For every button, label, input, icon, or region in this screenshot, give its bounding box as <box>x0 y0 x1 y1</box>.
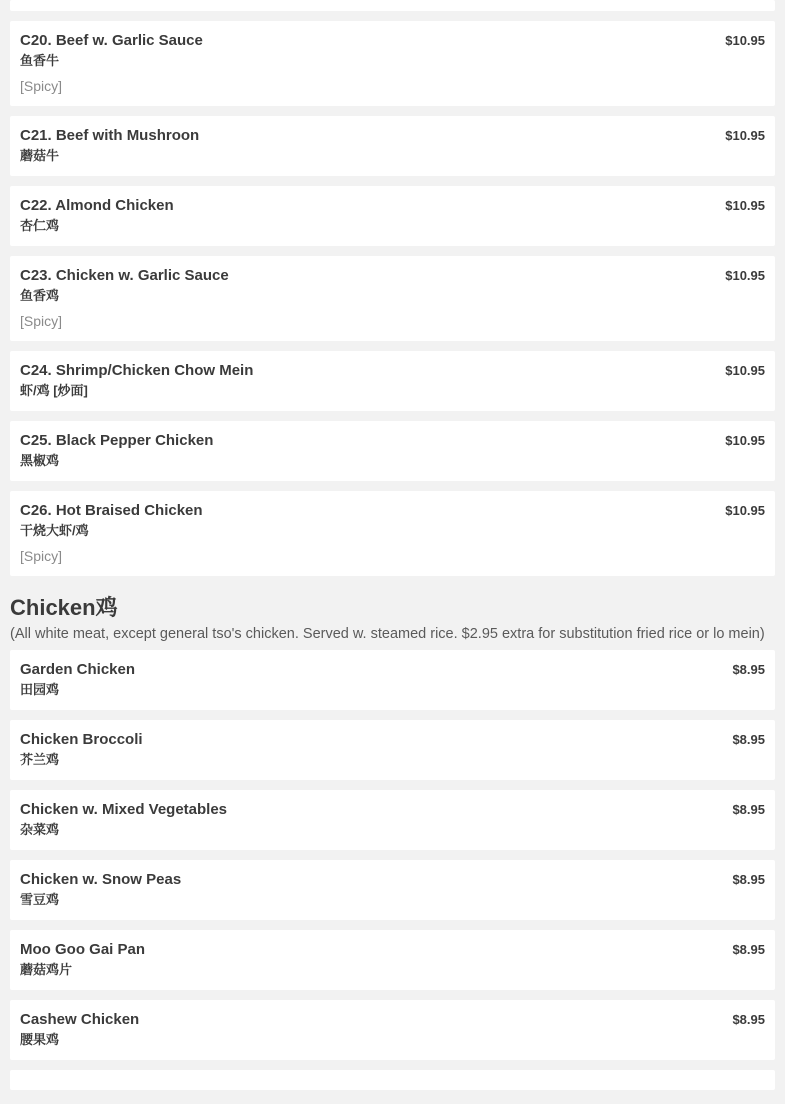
menu-item-moo-goo-gai-pan[interactable] <box>10 930 775 990</box>
item-chinese-name: 黑椒鸡 <box>20 453 60 468</box>
item-name: Chicken Broccoli <box>20 731 143 748</box>
item-chinese-name: 杂菜鸡 <box>20 822 60 837</box>
spicy-tag: [Spicy] <box>20 313 63 329</box>
item-chinese-name: 雪豆鸡 <box>20 892 60 907</box>
item-name: C22. Almond Chicken <box>20 197 174 214</box>
item-price: $8.95 <box>732 872 765 887</box>
menu-item-c22[interactable] <box>10 186 775 246</box>
item-chinese-name: 鱼香鸡 <box>20 288 60 303</box>
item-price: $10.95 <box>725 268 765 283</box>
item-name: C25. Black Pepper Chicken <box>20 432 214 449</box>
item-chinese-name: 杏仁鸡 <box>20 218 60 233</box>
item-chinese-name: 鱼香牛 <box>20 53 60 68</box>
item-chinese-name: 田园鸡 <box>20 682 60 697</box>
item-price: $10.95 <box>725 33 765 48</box>
item-price: $8.95 <box>732 942 765 957</box>
item-name: C26. Hot Braised Chicken <box>20 502 203 519</box>
item-name: C23. Chicken w. Garlic Sauce <box>20 267 229 284</box>
item-price: $10.95 <box>725 433 765 448</box>
item-price: $8.95 <box>732 662 765 677</box>
item-price: $8.95 <box>732 732 765 747</box>
item-price: $10.95 <box>725 503 765 518</box>
item-chinese-name: 虾/鸡 [炒面] <box>20 383 88 398</box>
item-price: $10.95 <box>725 128 765 143</box>
item-chinese-name: 蘑菇鸡片 <box>20 962 73 977</box>
spicy-tag: [Spicy] <box>20 78 63 94</box>
menu-item-c21[interactable] <box>10 116 775 176</box>
item-price: $8.95 <box>732 1012 765 1027</box>
menu-item-chicken-broccoli[interactable] <box>10 720 775 780</box>
menu-item-partial-bottom[interactable] <box>10 1070 775 1090</box>
item-price: $8.95 <box>732 802 765 817</box>
section-title: Chicken鸡 <box>10 595 118 620</box>
item-price: $10.95 <box>725 363 765 378</box>
item-chinese-name: 芥兰鸡 <box>20 752 60 767</box>
section-description: (All white meat, except general tso's chicken. Served w. steamed rice. $2.95 extra for substitution fried rice or lo mein) <box>10 626 765 642</box>
menu-item-garden-chicken[interactable] <box>10 650 775 710</box>
item-name: Moo Goo Gai Pan <box>20 941 146 958</box>
menu-item-c26[interactable] <box>10 491 775 576</box>
menu-item-cashew-chicken[interactable] <box>10 1000 775 1060</box>
item-name: C20. Beef w. Garlic Sauce <box>20 32 203 49</box>
menu-item-chicken-mixed-vegetables[interactable] <box>10 790 775 850</box>
spicy-tag: [Spicy] <box>20 548 63 564</box>
item-name: Chicken w. Snow Peas <box>20 871 182 888</box>
item-name: C21. Beef with Mushroon <box>20 127 200 144</box>
item-chinese-name: 干烧大虾/鸡 <box>20 523 89 538</box>
item-name: Garden Chicken <box>20 661 136 678</box>
menu-item-partial-top[interactable] <box>10 0 775 11</box>
item-name: Chicken w. Mixed Vegetables <box>20 801 228 818</box>
item-name: Cashew Chicken <box>20 1011 140 1028</box>
menu-item-c23[interactable] <box>10 256 775 341</box>
item-chinese-name: 腰果鸡 <box>20 1032 60 1047</box>
menu-item-c20[interactable] <box>10 21 775 106</box>
item-chinese-name: 蘑菇牛 <box>20 148 60 163</box>
item-price: $10.95 <box>725 198 765 213</box>
item-name: C24. Shrimp/Chicken Chow Mein <box>20 362 254 379</box>
menu-item-c24[interactable] <box>10 351 775 411</box>
menu-item-chicken-snow-peas[interactable] <box>10 860 775 920</box>
menu-item-c25[interactable] <box>10 421 775 481</box>
